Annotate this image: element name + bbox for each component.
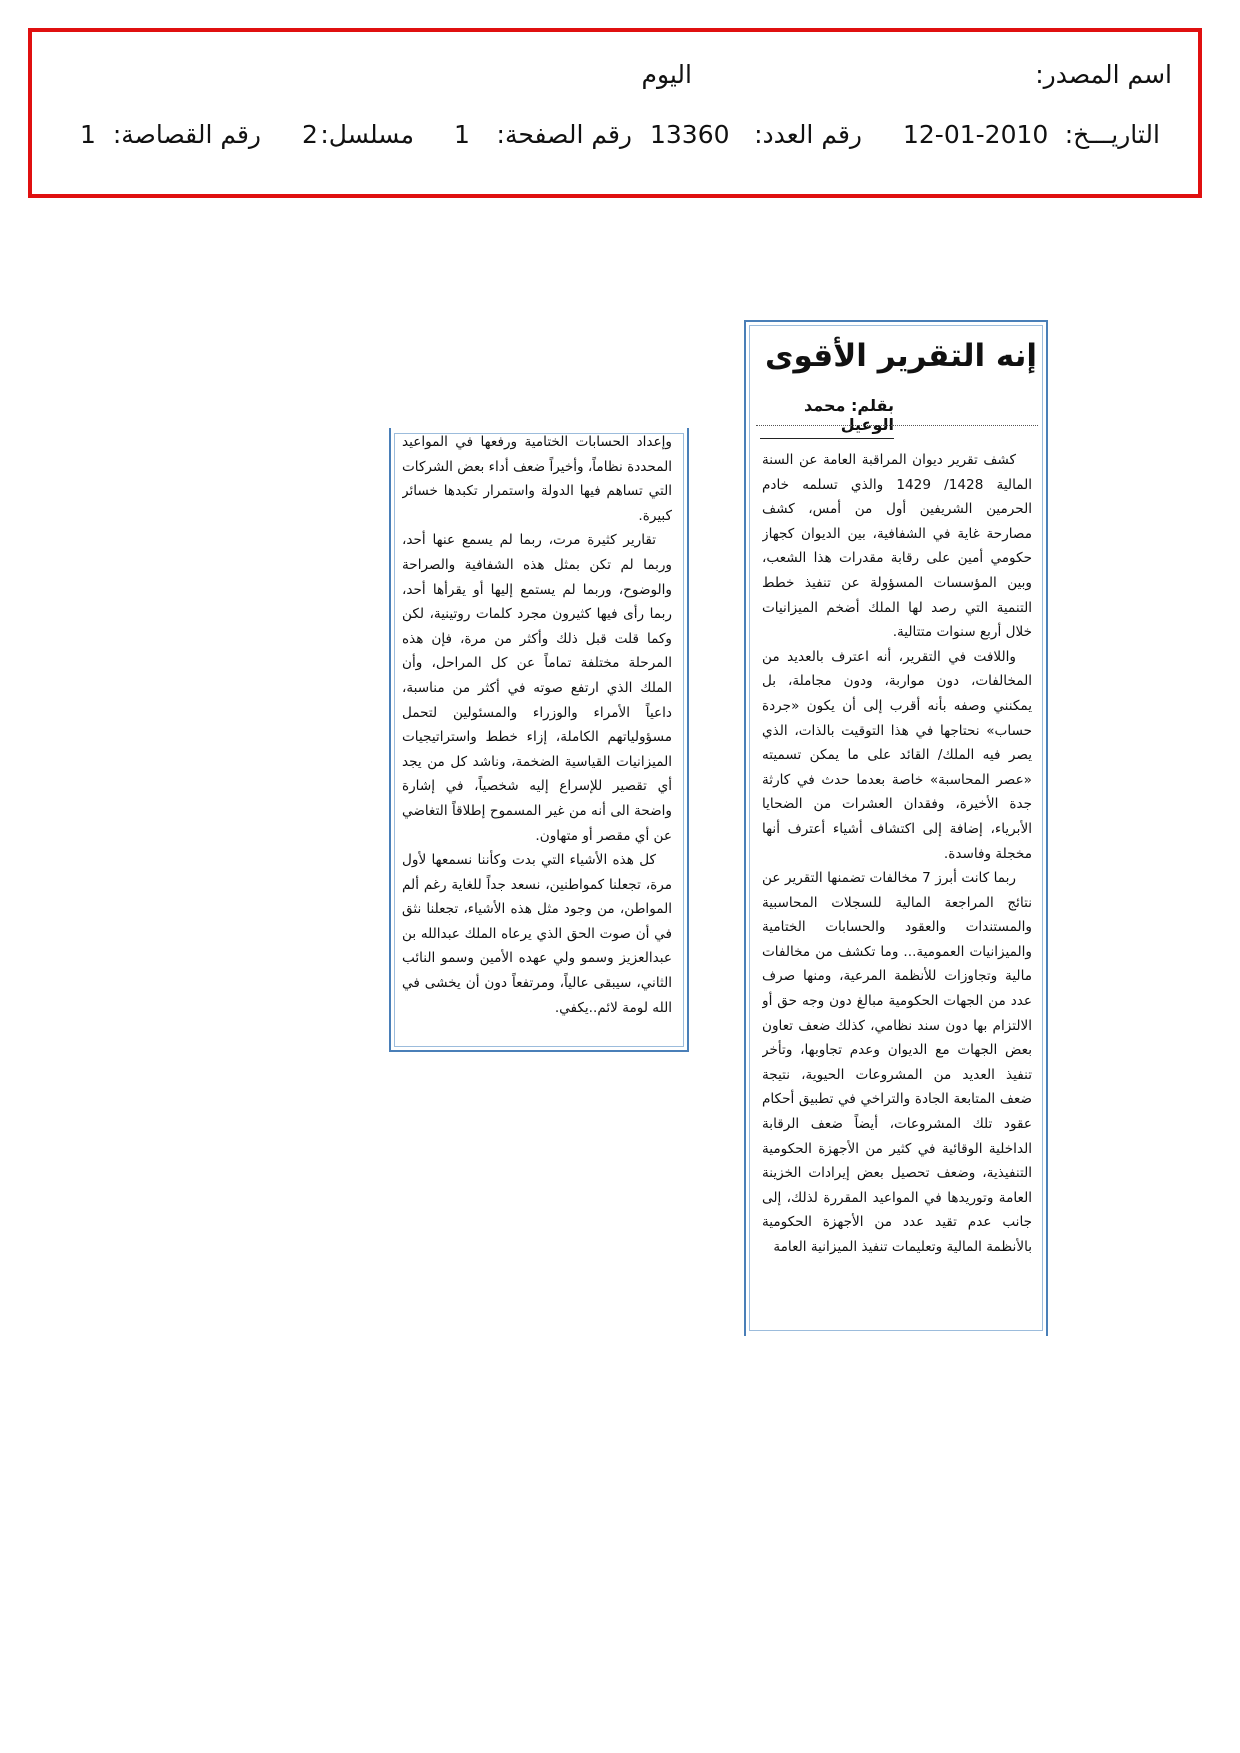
page-label: رقم الصفحة: bbox=[496, 120, 632, 149]
article-paragraph: تقارير كثيرة مرت، ربما لم يسمع عنها أحد، وربما لم تكن بمثل هذه الشفافية والصراحة والوضوح، وربما لم يستمع إليها أو يقرأها أحد، ربما رأى فيها كثيرون مجرد كلمات روتينية، لكن وكما قلت قبل ذلك وأكثر من مرة، فإن هذه المرحلة مختلفة تماماً عن كل المراحل، وأن الملك الذي ارتفع صوته في أكثر من مناسبة، داعياً الأمراء والوزراء والمسئولين لتحمل مسؤولياتهم الكاملة، إزاء خطط واستراتيجيات الميزانيات القياسية الضخمة، وناشد كل من يجد أي تقصير للإسراع إليه شخصياً، في إشارة واضحة الى أنه من غير المسموح إطلاقاً التغاضي عن أي مقصر أو متهاون. bbox=[402, 532, 672, 844]
article-byline: بقلم: محمد الوعيل bbox=[760, 396, 894, 439]
issue-value: 13360 bbox=[650, 120, 730, 149]
date-value: 12-01-2010 bbox=[903, 120, 1049, 149]
article-column-1 bbox=[762, 448, 1032, 1328]
serial-label: مسلسل: bbox=[320, 120, 414, 149]
article-column-2 bbox=[402, 430, 672, 1040]
article-paragraph: ربما كانت أبرز 7 مخالفات تضمنها التقرير عن نتائج المراجعة المالية للسجلات المحاسبية والمستندات والعقود والحسابات الختامية والميزانيات العمومية... وما تكشف من مخالفات مالية وتجاوزات للأنظمة المرعية، ومنها صرف عدد من الجهات الحكومية مبالغ دون وجه حق أو الالتزام بها دون سند نظامي، كذلك ضعف تعاون بعض الجهات مع الديوان وعدم تجاوبها، وتأخر تنفيذ العديد من المشروعات الحيوية، نتيجة ضعف المتابعة الجادة والتراخي في تطبيق أحكام عقود تلك المشروعات، أيضاً ضعف الرقابة الداخلية الوقائية في كثير من الأجهزة الحكومية التنفيذية، وضعف تحصيل بعض إيرادات الخزينة العامة وتوريدها في المواعيد المقررة لذلك، إلى جانب عدم تقيد عدد من الأجهزة الحكومية بالأنظمة المالية وتعليمات تنفيذ الميزانية العامة bbox=[762, 870, 1032, 1255]
issue-label: رقم العدد: bbox=[754, 120, 862, 149]
page-value: 1 bbox=[454, 120, 470, 149]
clip-value: 1 bbox=[80, 120, 96, 149]
source-info-box bbox=[28, 28, 1202, 198]
byline-divider bbox=[756, 425, 1038, 426]
article-headline: إنه التقرير الأقوى bbox=[765, 338, 1037, 374]
article-paragraph: كل هذه الأشياء التي بدت وكأننا نسمعها لأول مرة، تجعلنا كمواطنين، نسعد جداً للغاية رغم ألم المواطن، من وجود مثل هذه الأشياء، تجعلنا نثق في أن صوت الحق الذي يرعاه الملك عبدالله بن عبدالعزيز وسمو ولي عهده الأمين وسمو النائب الثاني، سيبقى عالياً، ومرتفعاً دون أن يخشى في الله لومة لائم..يكفي. bbox=[402, 852, 672, 1016]
article-paragraph: وإعداد الحسابات الختامية ورفعها في المواعيد المحددة نظاماً، وأخيراً ضعف أداء بعض الشركات التي تساهم فيها الدولة واستمرار تكبدها خسائر كبيرة. bbox=[402, 434, 672, 524]
article-paragraph: كشف تقرير ديوان المراقبة العامة عن السنة المالية 1428/ 1429 والذي تسلمه خادم الحرمين الشريفين أول من أمس، كشف مصارحة غاية في الشفافية، بين الديوان كجهاز حكومي أمين على رقابة مقدرات هذا الشعب، وبين المؤسسات المسؤولة عن تنفيذ خطط التنمية التي رصد لها الملك أضخم الميزانيات خلال أربع سنوات متتالية. bbox=[762, 452, 1032, 641]
clip-label: رقم القصاصة: bbox=[112, 120, 261, 149]
date-label: التاريـــخ: bbox=[1064, 120, 1160, 149]
article-paragraph: واللافت في التقرير، أنه اعترف بالعديد من المخالفات، دون مواربة، ودون مجاملة، بل يمكنني وصفه بأنه أقرب إلى أن يكون «جردة حساب» نحتاجها في هذا التوقيت بالذات، الذي يصر فيه الملك/ القائد على ما يمكن تسميته «عصر المحاسبة» خاصة بعدما حدث في كارثة جدة الأخيرة، وفقدان العشرات من الضحايا الأبرياء، إضافة إلى اكتشاف أشياء أعترف أنها مخجلة وفاسدة. bbox=[762, 648, 1032, 862]
serial-value: 2 bbox=[302, 120, 318, 149]
source-label: اسم المصدر: bbox=[1035, 60, 1172, 89]
source-value: اليوم bbox=[641, 60, 692, 89]
